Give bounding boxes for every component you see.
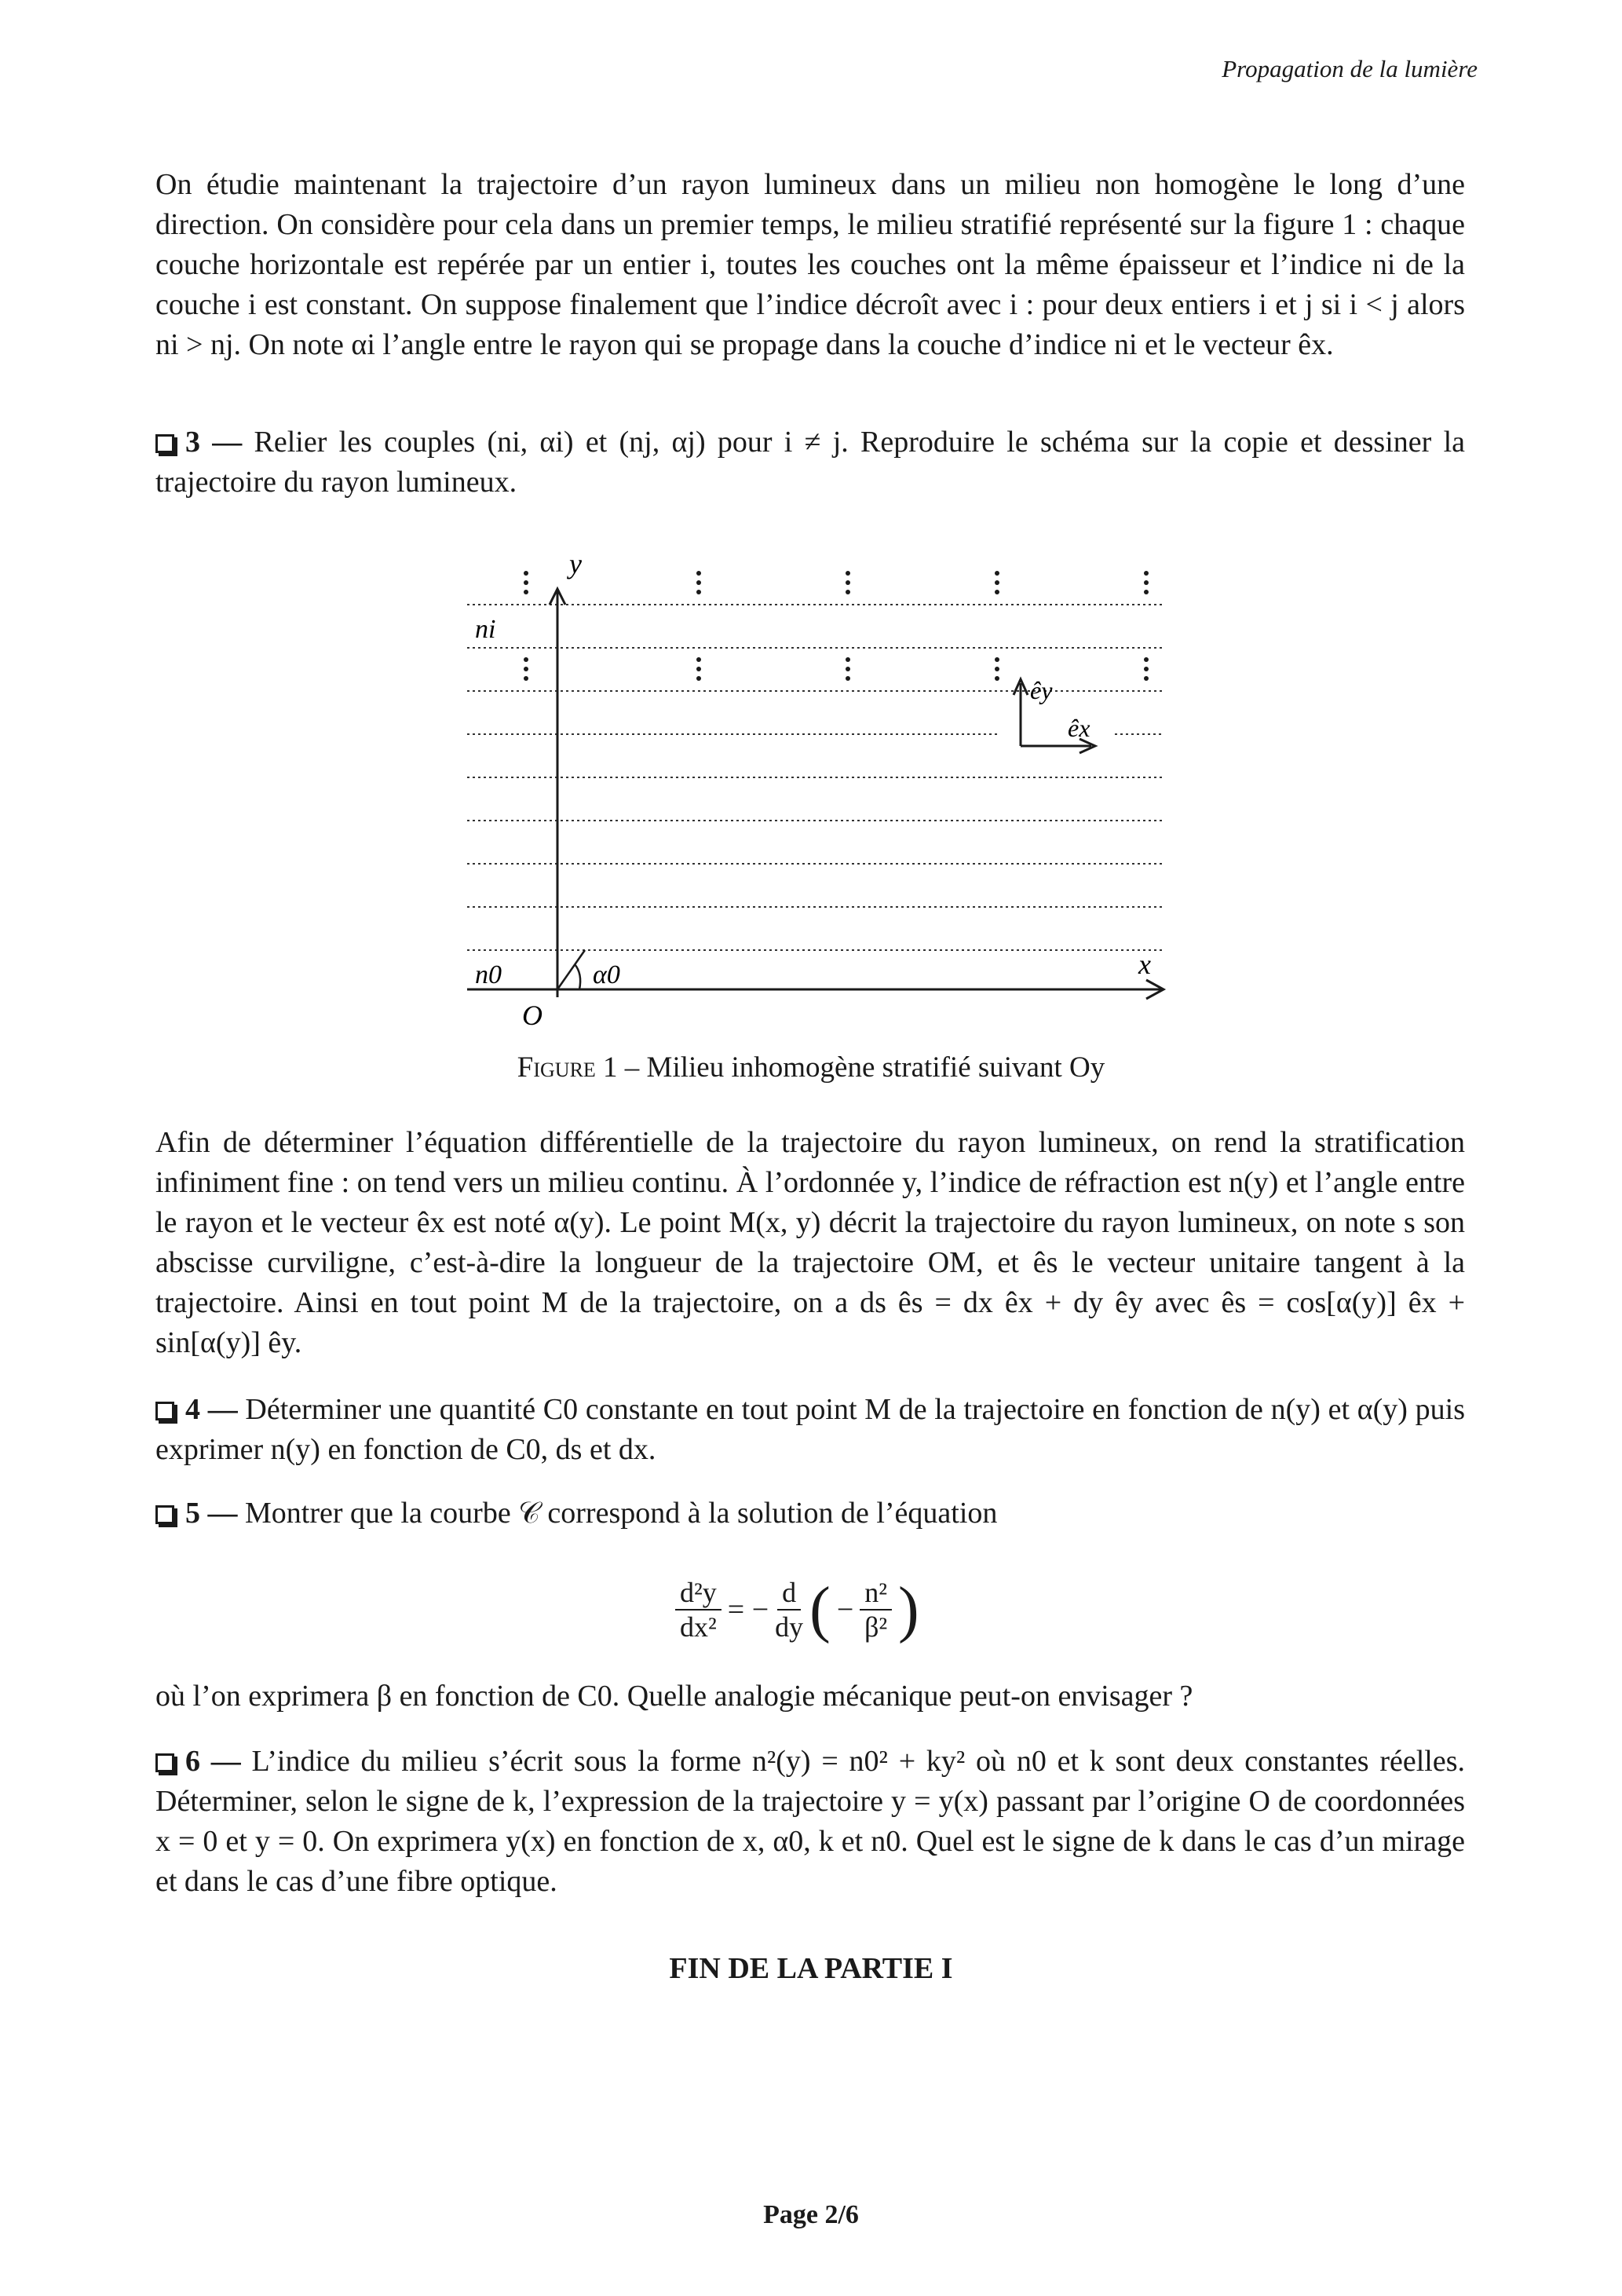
question-5-number: 5 — [185, 1497, 238, 1530]
question-3 [155, 422, 1465, 503]
equals-sign: = − [727, 1593, 769, 1626]
checkbox-icon [155, 1505, 174, 1524]
y-axis-label: y [569, 548, 582, 579]
ni-label: ni [475, 615, 496, 644]
checkbox-icon [155, 1753, 174, 1772]
checkbox-icon [155, 1402, 174, 1420]
paren-denominator: β² [864, 1611, 888, 1643]
page-number: Page 2/6 [763, 2200, 859, 2229]
question-5-text: Montrer que la courbe 𝒞 correspond à la solution de l’équation [245, 1497, 998, 1530]
alpha0-label: α0 [593, 960, 620, 989]
question-3-text: Relier les couples (ni, αi) et (nj, αj) pour i ≠ j. Reproduire le schéma sur la copie et dessiner la trajectoire du rayon lumineux. [155, 426, 1465, 499]
question-3-number: 3 — [185, 426, 243, 459]
checkbox-icon [155, 434, 174, 453]
continuous-paragraph: Afin de déterminer l’équation différentielle de la trajectoire du rayon lumineux, on rend la stratification infiniment fine : on tend vers un milieu continu. À l’ordonnée y, l’indice de réfraction est n(y) et l’angle entre le rayon et le vecteur êx est noté α(y). Le point M(x, y) décrit la trajectoire du rayon lumineux, on note s son abscisse curviligne, c’est-à-dire la longueur de la trajectoire OM, et ês le vecteur unitaire tangent à la trajectoire. Ainsi en tout point M de la trajectoire, on a ds ês = dx êx + dy êy avec ês = cos[α(y)] êx + sin[α(y)] êy. [155, 1126, 1465, 1359]
rhs-denominator: dy [775, 1611, 804, 1643]
paren-fraction [860, 1576, 892, 1643]
paren-sign: − [836, 1593, 854, 1626]
question-4-text: Déterminer une quantité C0 constante en tout point M de la trajectoire en fonction de n(y) et α(y) puis exprimer n(y) en fonction de C0, ds et dx. [155, 1393, 1466, 1466]
vertical-dots [524, 571, 1149, 681]
figure-caption-prefix: Figure 1 [517, 1051, 618, 1084]
lhs-numerator: d²y [675, 1576, 721, 1610]
rhs-numerator: d [777, 1576, 801, 1610]
origin-label: O [522, 1000, 542, 1031]
question-4 [155, 1390, 1465, 1470]
differential-equation: $\frac{\text{d²y}}{\text{dx²}}$ = − $\frac{d}{dy}$ ( − $\frac{\text{n²}}{\text{β²}}$ ) [675, 1563, 958, 1657]
figure-caption [0, 1051, 1622, 1084]
end-of-part: FIN DE LA PARTIE I [669, 1952, 953, 1985]
ray-start [557, 950, 585, 989]
paren-numerator: n² [860, 1576, 892, 1610]
lhs-fraction [675, 1576, 721, 1643]
axes [467, 589, 1164, 999]
x-axis-label: x [1138, 949, 1151, 980]
stratified-medium-figure [440, 534, 1193, 1036]
ex-label: êx [1068, 714, 1090, 742]
n0-label: n0 [475, 960, 502, 989]
lhs-denominator: dx² [680, 1611, 717, 1643]
layer-lines [467, 605, 1162, 950]
question-6-text: L’indice du milieu s’écrit sous la forme n²(y) = n0² + ky² où n0 et k sont deux constantes réelles. Déterminer, selon le signe de k, l’expression de la trajectoire y = y(x) passant par l’origine O de coordonnées x = 0 et y = 0. On exprimera y(x) en fonction de x, α0, k et n0. Quel est le signe de k dans le cas d’un mirage et dans le cas d’une fibre optique. [155, 1745, 1465, 1898]
question-6-number: 6 — [185, 1745, 241, 1778]
ey-label: êy [1030, 676, 1053, 704]
intro-paragraph: On étudie maintenant la trajectoire d’un rayon lumineux dans un milieu non homogène le long d’une direction. On considère pour cela dans un premier temps, le milieu stratifié représenté sur la figure 1 : chaque couche horizontale est repérée par un entier i, toutes les couches ont la même épaisseur et l’indice ni de la couche i est constant. On suppose finalement que l’indice décroît avec i : pour deux entiers i et j si i < j alors ni > nj. On note αi l’angle entre le rayon qui se propage dans la couche d’indice ni et le vecteur êx. [155, 168, 1465, 361]
rhs-fraction [775, 1576, 803, 1643]
question-5 [155, 1493, 1465, 1534]
running-header: Propagation de la lumière [1222, 55, 1478, 82]
figure-caption-text: – Milieu inhomogène stratifié suivant Oy [617, 1051, 1105, 1084]
question-5-followup: où l’on exprimera β en fonction de C0. Quelle analogie mécanique peut-on envisager ? [155, 1680, 1193, 1713]
question-6 [155, 1742, 1465, 1902]
question-4-number: 4 — [185, 1393, 238, 1426]
